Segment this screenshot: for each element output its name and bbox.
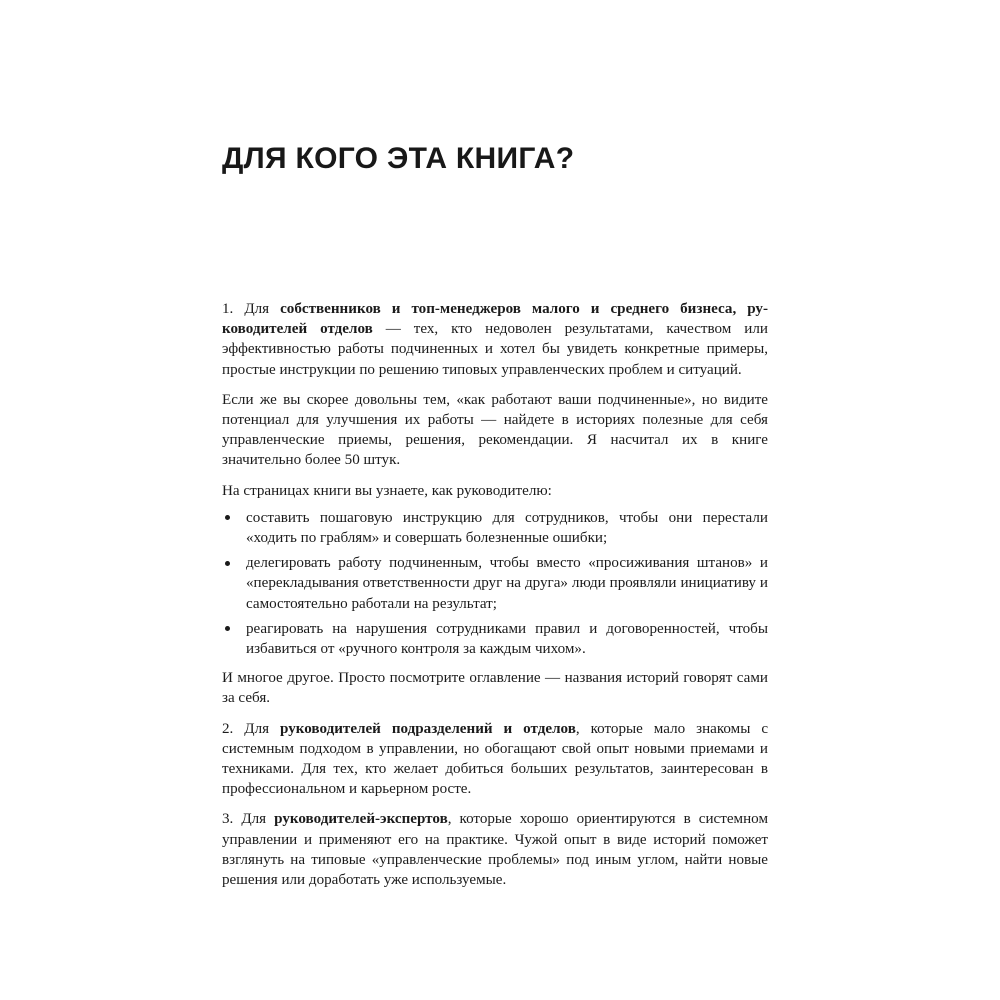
paragraph-2-bold: руководителей подразделений и отделов <box>280 720 576 737</box>
paragraph-audience-2 <box>222 719 768 800</box>
paragraph-1-rest: — тех, кто недоволен результатами, качеством или эффективностью работы подчиненных и хотел бы увидеть конкретные примеры, простые инструкции по решению типовых управленческих проблем и ситуаций. <box>222 321 768 378</box>
list-item <box>222 508 768 548</box>
page-title: ДЛЯ КОГО ЭТА КНИГА? <box>222 142 575 175</box>
list-item <box>222 619 768 659</box>
list-item-text: составить пошаговую инструкцию для сотрудников, чтобы они перестали «ходить по граблям» и совершать болезненные ошибки; <box>246 509 768 547</box>
body-text-block <box>222 176 768 890</box>
page-content <box>222 0 768 900</box>
benefits-list <box>222 508 768 659</box>
paragraph-2-rest: , которые мало знакомы с системным подходом в управлении, но обогащают свой опыт новыми приемами и техниками. Для тех, кто желает добиться больших результатов, заинтересован в профессиональном и карьерном росте. <box>222 720 769 798</box>
list-item <box>222 553 768 614</box>
list-item-text: делегировать работу подчиненным, чтобы вместо «просиживания штанов» и «перекладывания ответственности друг на друга» люди проявляли инициативу и самостоятельно работали на результат; <box>246 555 768 612</box>
bullet-dot-icon <box>225 515 230 520</box>
bullet-dot-icon <box>225 561 230 566</box>
bullet-dot-icon <box>225 626 230 631</box>
paragraph-1-bold: собственников и топ-менеджеров малого и среднего бизнеса, руководителей отделов <box>222 301 768 338</box>
paragraph-audience-3 <box>222 809 768 890</box>
paragraph-2-number: 2. Для <box>222 720 280 737</box>
list-item-text: реагировать на нарушения сотрудниками правил и договоренностей, чтобы избавиться от «ручного контроля за каждым чихом». <box>246 620 768 658</box>
paragraph-audience-1 <box>222 299 768 380</box>
paragraph-3-rest: , которые хорошо ориентируются в системном управлении и применяют его на практике. Чужой опыт в виде историй поможет взглянуть на типовые «управленческие проблемы» под иным углом, найти новые решения или доработать уже используемые. <box>222 811 768 889</box>
paragraph-3-bold: руководителей-экспертов <box>274 811 448 828</box>
paragraph-1-number: 1. Для <box>222 301 281 317</box>
paragraph-and-much-more: И многое другое. Просто посмотрите оглавление — названия историй говорят сами за себя. <box>222 670 768 707</box>
paragraph-3-number: 3. Для <box>222 811 275 828</box>
bullets-lead-in: На страницах книги вы узнаете, как руководителю: <box>222 482 552 499</box>
paragraph-satisfied-managers: Если же вы скорее довольны тем, «как работают ваши подчиненные», но видите потенциал для улучшения их работы — найдете в историях полезные для себя управленческие приемы, решения, рекомендации. Я насчитал их в книге значительно более 50 штук. <box>222 391 768 469</box>
